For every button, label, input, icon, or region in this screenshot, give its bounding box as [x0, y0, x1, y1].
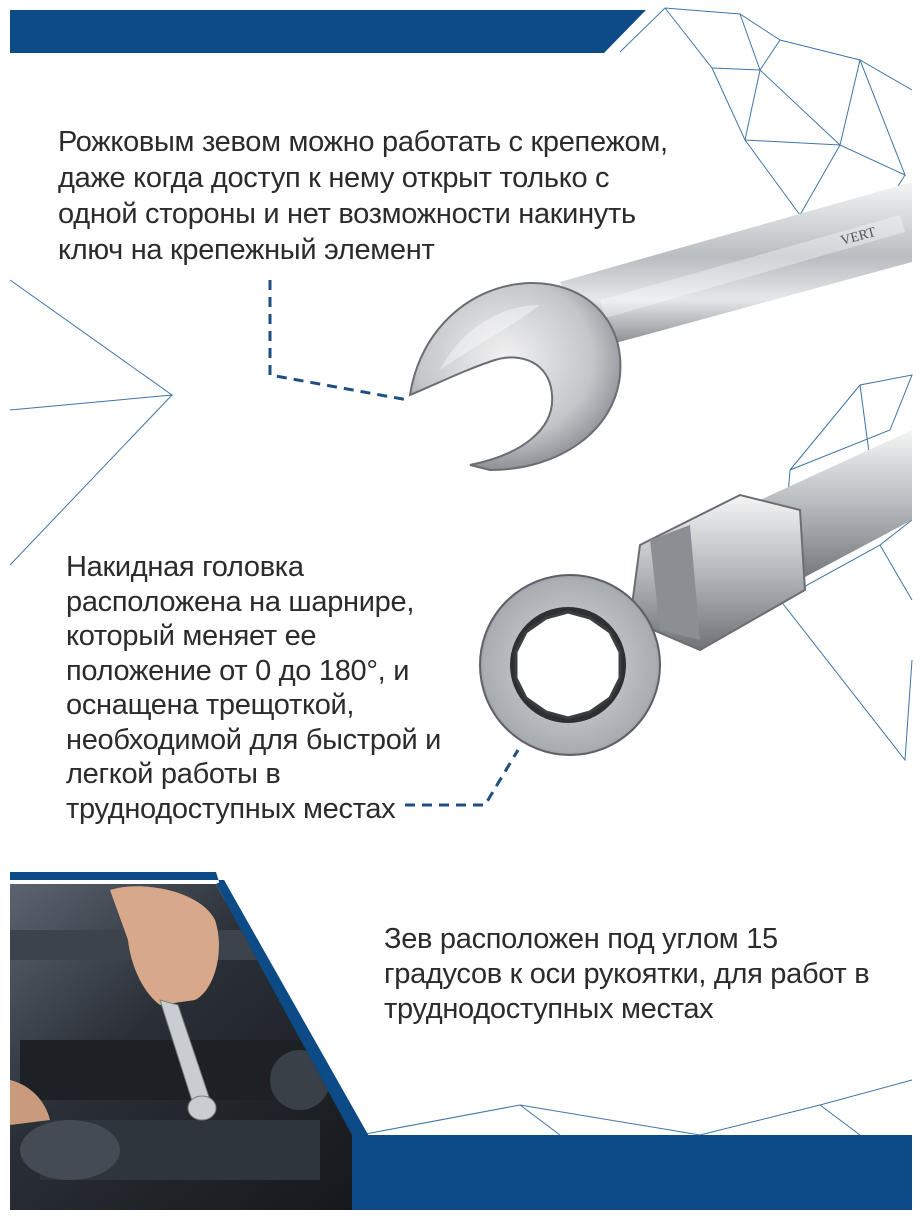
text-line: одной стороны и нет возможности накинуть — [58, 198, 636, 230]
text-line: легкой работы в — [66, 758, 281, 790]
text-line: который меняет ее — [66, 620, 317, 652]
text-line: оснащена трещоткой, — [66, 689, 355, 721]
text-line: Зев расположен под углом 15 — [384, 923, 778, 955]
text-line: необходимой для быстрой и — [66, 723, 442, 756]
open-end-description — [58, 124, 678, 268]
text-line: градусов к оси рукоятки, для работ в — [384, 958, 870, 990]
text-line: расположена на шарнире, — [66, 585, 415, 618]
text-line: труднодоступных местах — [66, 792, 396, 825]
text-line: положение от 0 до 180°, и — [66, 654, 410, 687]
text-line: Рожковым зевом можно работать с крепежом, — [58, 126, 668, 158]
text-line: даже когда доступ к нему открыт только с — [58, 162, 610, 194]
text-line: Накидная головка — [66, 551, 304, 583]
angle-description — [384, 922, 884, 1027]
text-line: ключ на крепежный элемент — [58, 234, 435, 266]
brand-engraving: VERT — [839, 225, 878, 249]
ring-head-description — [66, 550, 446, 826]
text-line: труднодоступных местах — [384, 993, 714, 1025]
